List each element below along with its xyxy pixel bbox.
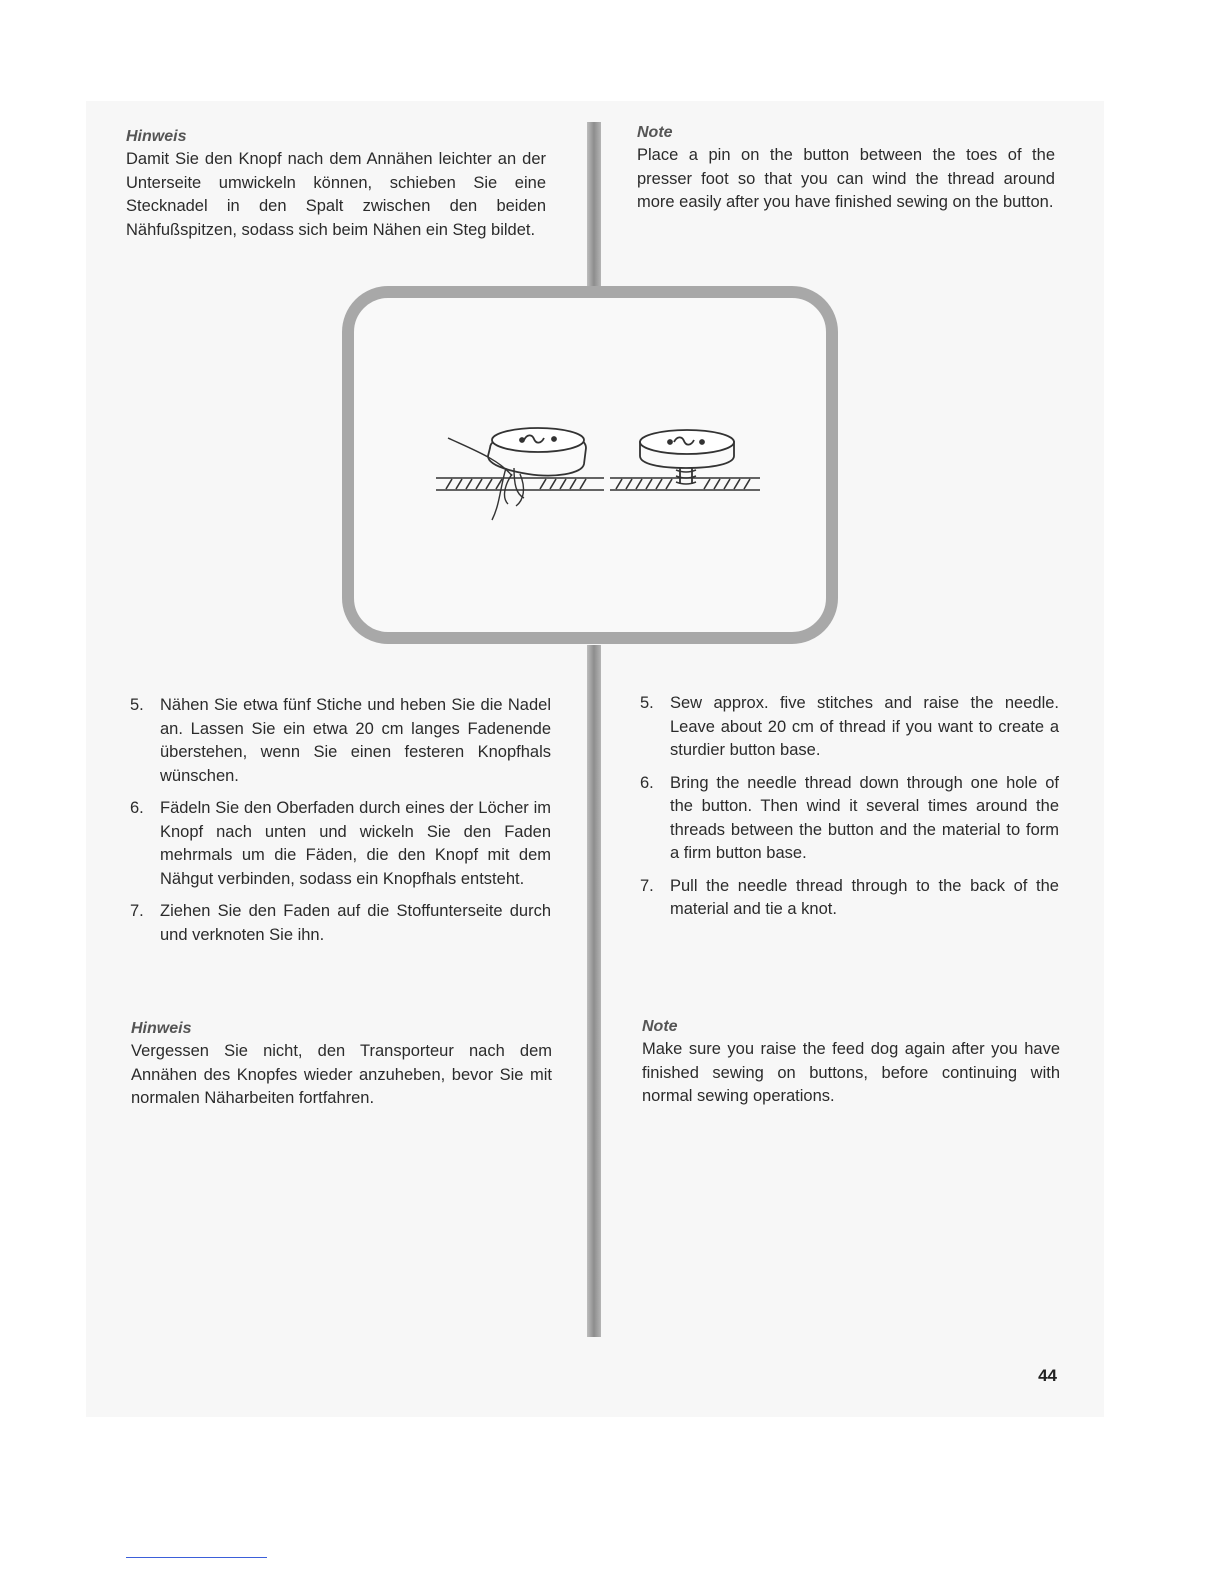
list-item <box>640 772 1059 866</box>
list-item <box>640 692 1059 763</box>
right-note-bottom <box>642 1016 1060 1109</box>
note-text: Make sure you raise the feed dog again after you have finished sewing on buttons, before continuing with normal sewing operations. <box>642 1040 1060 1105</box>
page-number: 44 <box>1038 1366 1057 1385</box>
step-number: 7. <box>640 876 654 895</box>
step-text: Fädeln Sie den Oberfaden durch eines der Löcher im Knopf nach unten und wickeln Sie den Faden mehrmals um die Fäden, die den Knopf mit dem Nähgut verbinden, sodass ein Knopfhals entsteht. <box>160 799 551 888</box>
step-number: 6. <box>130 799 144 817</box>
note-title: Hinweis <box>131 1020 192 1037</box>
step-number: 5. <box>640 694 654 712</box>
column-divider-top <box>587 122 601 297</box>
right-steps <box>640 692 1059 922</box>
note-title: Note <box>637 124 673 141</box>
note-text: Vergessen Sie nicht, den Transporteur nach dem Annähen des Knopfes wieder anzuheben, bevor Sie mit normalen Näharbeiten fortfahren. <box>131 1042 552 1107</box>
list-item <box>130 900 551 947</box>
button-right-icon <box>640 430 734 484</box>
list-item <box>640 875 1059 922</box>
note-title: Note <box>642 1018 678 1035</box>
right-note-top <box>637 122 1055 215</box>
step-number: 7. <box>130 902 144 920</box>
left-note-top <box>126 126 546 242</box>
footer-rule <box>126 1557 267 1558</box>
left-steps <box>130 694 551 947</box>
step-text: Pull the needle thread through to the back of the material and tie a knot. <box>670 876 1059 918</box>
note-text: Damit Sie den Knopf nach dem Annähen leichter an der Unterseite umwickeln können, schieben Sie eine Stecknadel in den Spalt zwischen den beiden Nähfußspitzen, sodass sich beim Nähen ein Steg bildet. <box>126 150 546 239</box>
column-divider-bottom <box>587 645 601 1337</box>
note-text: Place a pin on the button between the toes of the presser foot so that you can wind the thread around more easily after you have finished sewing on the button. <box>637 146 1055 211</box>
step-number: 5. <box>130 696 144 714</box>
note-title: Hinweis <box>126 128 187 145</box>
list-item <box>130 694 551 788</box>
fabric-left <box>436 478 604 490</box>
left-note-bottom <box>131 1018 552 1111</box>
list-item <box>130 797 551 891</box>
step-number: 6. <box>640 773 654 792</box>
step-text: Bring the needle thread down through one hole of the button. Then wind it several times around the threads between the button and the material to form a firm button base. <box>670 773 1059 862</box>
button-sewing-illustration <box>354 298 826 632</box>
step-text: Nähen Sie etwa fünf Stiche und heben Sie die Nadel an. Lassen Sie ein etwa 20 cm langes Fadenende überstehen, wenn Sie einen festeren Knopfhals wünschen. <box>160 696 551 785</box>
button-left-icon <box>488 428 586 476</box>
step-text: Ziehen Sie den Faden auf die Stoffunterseite durch und verknoten Sie ihn. <box>160 902 551 944</box>
step-text: Sew approx. five stitches and raise the needle. Leave about 20 cm of thread if you want to create a sturdier button base. <box>670 694 1059 759</box>
